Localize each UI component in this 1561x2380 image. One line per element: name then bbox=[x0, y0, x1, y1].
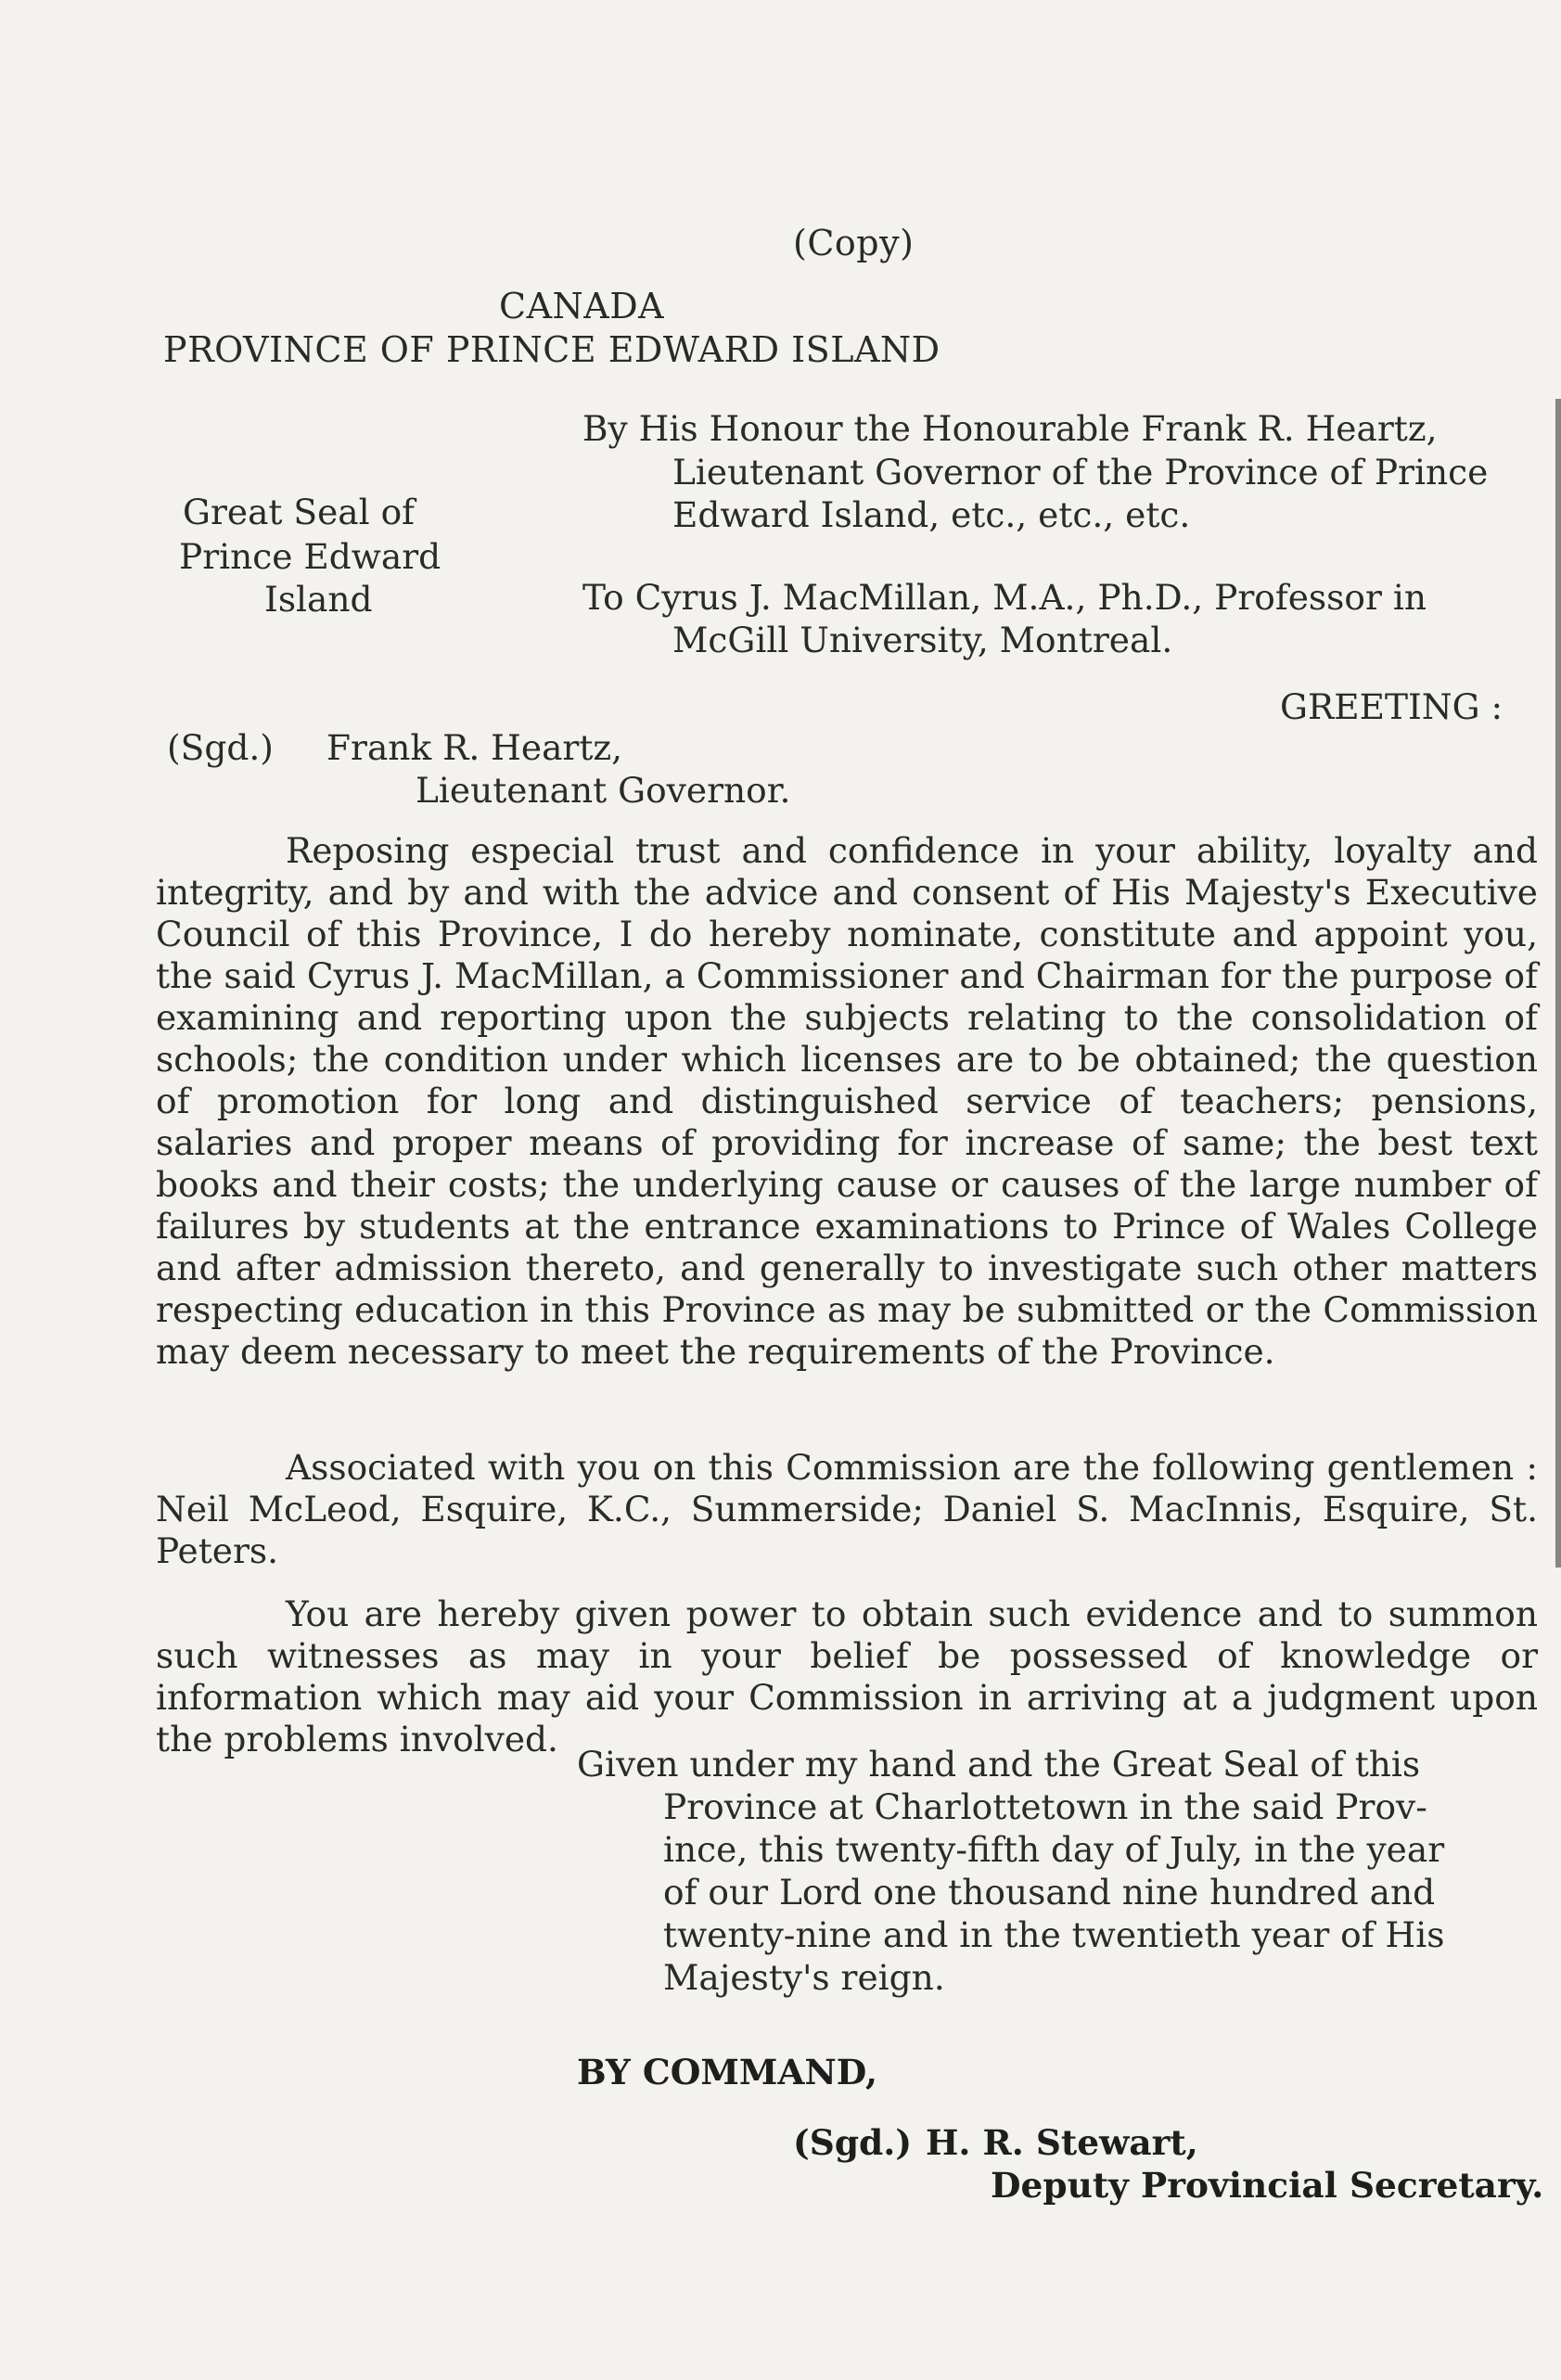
recipient-line-2: McGill University, Montreal. bbox=[672, 620, 1173, 660]
paragraph-commission: Reposing especial trust and confidence in your ability, loyalty and integrity, and by and with the advice and consent of His Majesty's Executive Council of this Province, I do hereby nominate, constitute and appoint you, the said Cyrus J. MacMillan, a Commissioner and Chairman for the purpose of examining and reporting upon the subjects relating to the consolidation of schools; the condition under which licenses are to be obtained; the question of promotion for long and distinguished service of teachers; pensions, salaries and proper means of providing for increase of same; the best text books and their costs; the underlying cause or causes of the large number of failures by students at the entrance examinations to Prince of Wales College and after admission thereto, and generally to investigate such other matters respecting education in this Province as may be submitted or the Commission may deem necessary to meet the requirements of the Province. bbox=[156, 830, 1538, 1372]
signature-top-title: Lieutenant Governor. bbox=[416, 770, 791, 811]
given-line-1: Given under my hand and the Great Seal of this bbox=[577, 1744, 1421, 1785]
greeting: GREETING : bbox=[1280, 686, 1503, 727]
signature-bottom-title: Deputy Provincial Secretary. bbox=[991, 2165, 1544, 2206]
signature-bottom-name: H. R. Stewart, bbox=[926, 2122, 1198, 2163]
paragraph-powers: You are hereby given power to obtain such evidence and to summon such witnesses as may in your belief be possessed of knowledge or information which may aid your Commission in arriving at a judgment upon the problems involved. bbox=[156, 1593, 1538, 1759]
paragraph-associates: Associated with you on this Commission are the following gentlemen : Neil McLeod, Esquire, K.C., Summerside; Daniel S. MacInnis, Esquire, St. Peters. bbox=[156, 1447, 1538, 1571]
province-heading: PROVINCE OF PRINCE EDWARD ISLAND bbox=[163, 329, 940, 370]
given-line-3: ince, this twenty-fifth day of July, in the year bbox=[663, 1829, 1445, 1870]
seal-line-2: Prince Edward bbox=[179, 536, 441, 577]
page-edge-shadow bbox=[1555, 399, 1561, 1567]
recipient-line-1: To Cyrus J. MacMillan, M.A., Ph.D., Professor in bbox=[582, 577, 1427, 618]
given-line-4: of our Lord one thousand nine hundred and bbox=[663, 1872, 1436, 1913]
signature-top-sgd: (Sgd.) bbox=[167, 727, 274, 768]
authority-line-3: Edward Island, etc., etc., etc. bbox=[672, 494, 1191, 535]
given-line-5: twenty-nine and in the twentieth year of His bbox=[663, 1914, 1445, 1955]
authority-line-1: By His Honour the Honourable Frank R. Heartz, bbox=[582, 408, 1438, 449]
country-heading: CANADA bbox=[499, 286, 665, 326]
signature-bottom-sgd: (Sgd.) bbox=[793, 2122, 913, 2163]
copy-label: (Copy) bbox=[793, 223, 915, 263]
authority-line-2: Lieutenant Governor of the Province of Prince bbox=[672, 452, 1489, 493]
given-line-2: Province at Charlottetown in the said Prov- bbox=[663, 1786, 1427, 1827]
signature-top-name: Frank R. Heartz, bbox=[326, 727, 623, 768]
given-line-6: Majesty's reign. bbox=[663, 1957, 945, 1998]
seal-line-1: Great Seal of bbox=[183, 492, 416, 532]
by-command: BY COMMAND, bbox=[577, 2052, 878, 2092]
seal-line-3: Island bbox=[264, 579, 373, 620]
